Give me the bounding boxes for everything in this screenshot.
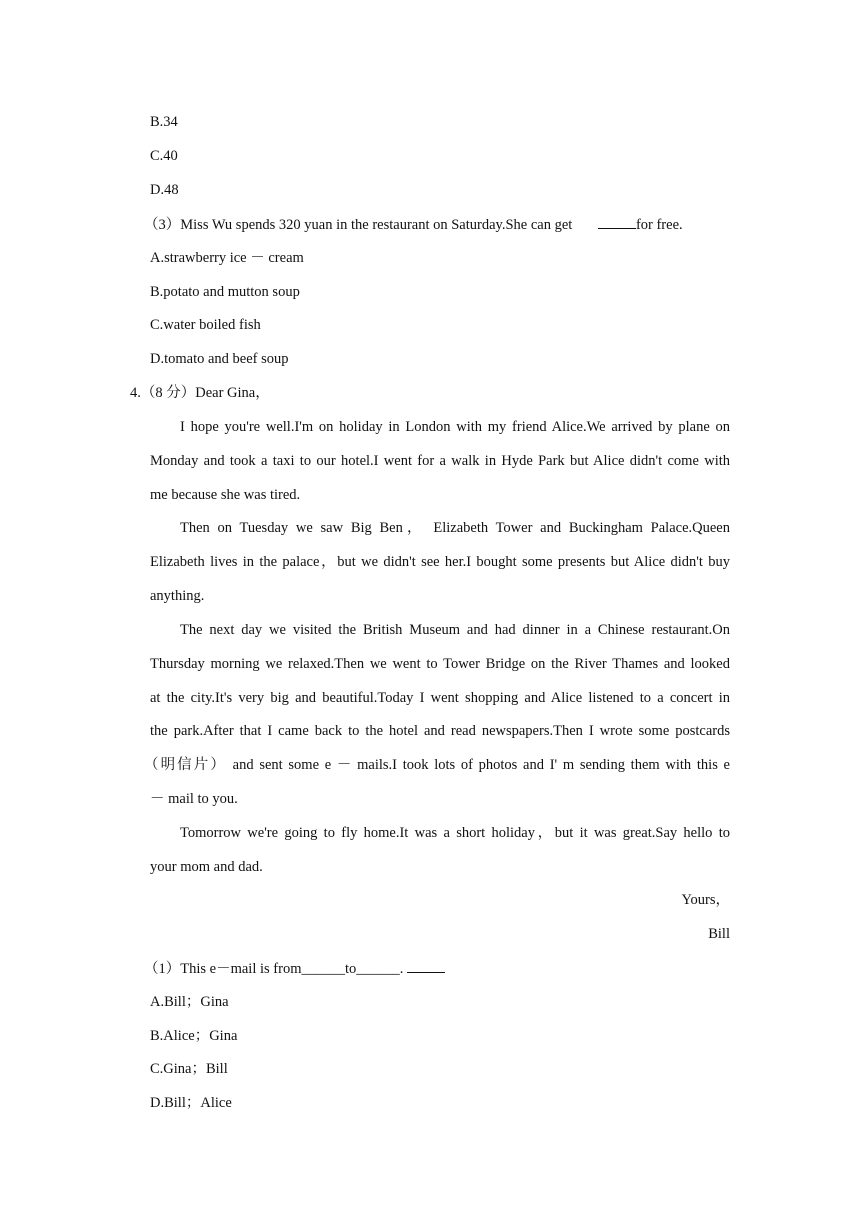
letter-p3-line: Thursday morning we relaxed.Then we went to Tower Bridge on the River Thames and looked [150, 656, 730, 672]
option-d: D.tomato and beef soup [150, 351, 289, 367]
option-a: A.strawberry ice － cream [150, 250, 304, 266]
question-3-3-text: （3）Miss Wu spends 320 yuan in the restaurant on Saturday.She can get [144, 217, 573, 233]
letter-p1-line: I hope you're well.I'm on holiday in London with my friend Alice.We arrived by plane on [180, 419, 730, 435]
option-d: D.48 [150, 182, 179, 198]
letter-p4-line: your mom and dad. [150, 859, 263, 875]
letter-p4-line: Tomorrow we're going to fly home.It was a short holiday，but it was great.Say hello to [180, 825, 730, 841]
letter-p3-line: － mail to you. [150, 791, 238, 807]
option-a: A.Bill；Gina [150, 994, 229, 1010]
letter-p1-line: me because she was tired. [150, 487, 301, 503]
option-c: C.water boiled fish [150, 317, 261, 333]
letter-closing: Yours， [681, 892, 730, 908]
letter-p1-line: Monday and took a taxi to our hotel.I went for a walk in Hyde Park but Alice didn't come with [150, 453, 730, 469]
option-c: C.40 [150, 148, 178, 164]
option-c: C.Gina；Bill [150, 1061, 228, 1077]
option-b: B.34 [150, 114, 178, 130]
question-4-1-text: （1）This e－mail is from______to______. [144, 961, 404, 977]
letter-p2-line: Elizabeth lives in the palace，but we didn't see her.I bought some presents but Alice didn't buy [150, 554, 730, 570]
letter-signature: Bill [708, 926, 730, 942]
letter-p2-line: Then on Tuesday we saw Big Ben， Elizabeth Tower and Buckingham Palace.Queen [180, 520, 730, 536]
question-3-3-end: for free. [635, 217, 683, 233]
letter-p3-line: The next day we visited the British Museum and had dinner in a Chinese restaurant.On [180, 622, 730, 638]
answer-blank [407, 958, 445, 973]
letter-p3-line: the park.After that I came back to the hotel and read newspapers.Then I wrote some postcards [150, 723, 730, 739]
option-b: B.potato and mutton soup [150, 284, 300, 300]
letter-p2-line: anything. [150, 588, 205, 604]
question-4-1-stem [144, 958, 445, 979]
option-b: B.Alice；Gina [150, 1028, 238, 1044]
option-d: D.Bill；Alice [150, 1095, 232, 1111]
letter-p3-line: （明信片） and sent some e － mails.I took lots of photos and I' m sending them with this e [144, 757, 730, 773]
letter-p3-line: at the city.It's very big and beautiful.Today I went shopping and Alice listened to a concert in [150, 690, 730, 706]
question-4-header: 4.（8 分）Dear Gina， [130, 385, 270, 401]
question-3-3-stem [144, 214, 683, 235]
answer-blank [598, 214, 636, 229]
